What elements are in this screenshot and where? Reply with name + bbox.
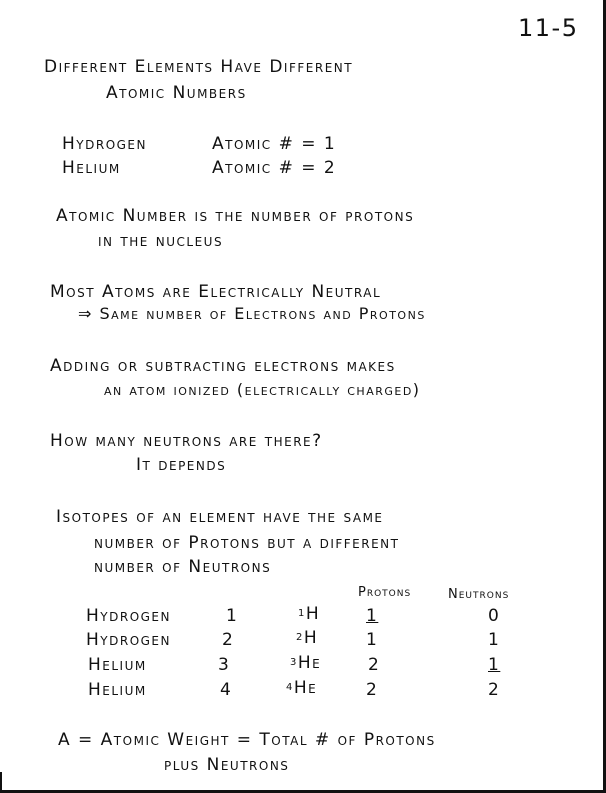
atomic-number-definition-cont: in the nucleus [98,231,224,251]
isotope-name: Hydrogen [86,606,171,626]
helium-label: Helium [62,158,121,178]
neutrons-question: How many neutrons are there? [50,431,323,451]
neutrons-header: Neutrons [448,587,510,602]
isotope-protons: 2 [366,680,379,700]
isotope-symbol: $^3$He [290,653,322,673]
neutral-atoms-implication: ⇒ Same number of Electrons and Protons [78,304,426,323]
atomic-weight-line: A = Atomic Weight = Total # of Protons [58,730,436,750]
isotope-neutrons: 0 [488,606,501,626]
isotope-neutrons: 2 [488,680,501,700]
isotope-symbol: $^2$H [296,628,319,648]
isotope-protons: 2 [368,655,381,675]
neutrons-answer: It depends [136,455,227,475]
isotopes-definition: Isotopes of an element have the same [56,507,384,527]
atomic-weight-line-cont: plus Neutrons [164,755,290,775]
isotope-mass-number: 3 [218,655,231,675]
atomic-number-definition: Atomic Number is the number of protons [56,206,415,226]
isotope-symbol: $^4$He [286,678,318,698]
page-number: 11-5 [518,14,579,42]
hydrogen-label: Hydrogen [62,134,147,154]
heading-line-2: Atomic Numbers [106,83,247,103]
hydrogen-atomic-number: Atomic # = 1 [212,134,337,154]
isotope-symbol: $^1$H [298,604,321,624]
isotope-name: Helium [88,680,147,700]
isotope-mass-number: 4 [220,680,233,700]
neutral-atoms-line: Most Atoms are Electrically Neutral [50,282,382,302]
isotope-protons: 1 [366,606,379,626]
isotope-name: Hydrogen [86,630,171,650]
isotope-mass-number: 2 [222,630,235,650]
isotopes-definition-cont-2: number of Neutrons [94,557,272,577]
isotope-neutrons: 1 [488,655,501,675]
isotopes-definition-cont-1: number of Protons but a different [94,533,400,553]
ionization-line-cont: an atom ionized (electrically charged) [104,380,421,399]
isotope-mass-number: 1 [226,606,239,626]
scan-edge-mark [0,772,2,790]
ionization-line: Adding or subtracting electrons makes [50,356,396,376]
helium-atomic-number: Atomic # = 2 [212,158,337,178]
protons-header: Protons [358,585,412,600]
isotope-name: Helium [88,655,147,675]
isotope-neutrons: 1 [488,630,501,650]
isotope-protons: 1 [366,630,379,650]
heading-line-1: Different Elements Have Different [44,57,354,77]
